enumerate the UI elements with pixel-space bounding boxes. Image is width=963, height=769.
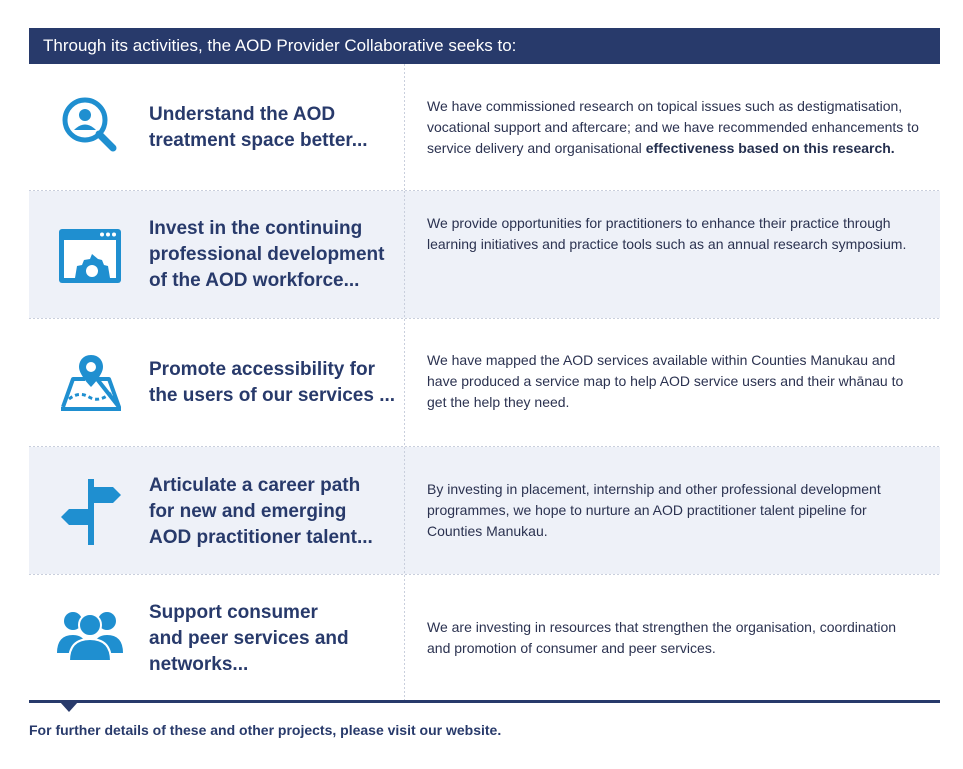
description-bold-text: effectiveness based on this research. [645, 139, 895, 156]
row-title [149, 102, 404, 154]
header-banner [29, 28, 940, 64]
description-text: We have commissioned research on topical issues such as destigmatisation, vocational support and aftercare; and we have recommended enhancements to service delivery and organisational [427, 97, 919, 156]
pointer-triangle [60, 702, 78, 712]
title-line: and peer services and [149, 628, 349, 649]
signpost-icon [55, 477, 125, 547]
title-line: Understand the AOD [149, 104, 336, 125]
people-group-icon [55, 599, 125, 669]
row-articulate [29, 447, 940, 574]
row-description [405, 447, 940, 574]
title-line: Promote accessibility for [149, 359, 375, 380]
footer-note: For further details of these and other projects, please visit our website. [29, 722, 502, 738]
description-text: We are investing in resources that strengthen the organisation, coordination and promotion of consumer and peer services. [427, 618, 897, 656]
row-support [29, 575, 940, 700]
row-title [149, 357, 404, 409]
header-text: Through its activities, the AOD Provider Collaborative seeks to: [43, 36, 517, 55]
row-title [149, 216, 404, 294]
description-text: We have mapped the AOD services available within Counties Manukau and have produced a service map to help AOD service users and their whānau to get the help they need. [427, 352, 904, 410]
row-left [29, 64, 404, 190]
row-description [405, 319, 940, 446]
row-left [29, 447, 404, 574]
row-description [405, 191, 940, 318]
title-line: Invest in the continuing [149, 218, 363, 239]
magnifier-person-icon [55, 92, 125, 162]
description-text: By investing in placement, internship and other professional development programmes, we hope to nurture an AOD practitioner talent pipeline for Counties Manukau. [427, 481, 881, 539]
row-description [405, 64, 940, 190]
title-line: of the AOD workforce... [149, 270, 360, 291]
row-invest [29, 191, 940, 318]
title-line: Support consumer [149, 602, 318, 623]
row-left [29, 191, 404, 318]
row-understand [29, 64, 940, 190]
title-line: Articulate a career path [149, 475, 361, 496]
title-line: treatment space better... [149, 130, 368, 151]
description-text: We provide opportunities for practitioners to enhance their practice through learning initiatives and practice tools such as an annual research symposium. [427, 215, 907, 252]
title-line: the users of our services ... [149, 385, 396, 406]
browser-gear-icon [55, 221, 125, 291]
row-left [29, 319, 404, 446]
row-promote [29, 319, 940, 446]
row-description [405, 575, 940, 700]
title-line: professional development [149, 244, 385, 265]
title-line: for new and emerging [149, 501, 347, 522]
row-left [29, 575, 404, 700]
row-title [149, 600, 404, 678]
row-title [149, 473, 404, 551]
title-line: networks... [149, 654, 249, 675]
bottom-rule [29, 700, 940, 703]
title-line: AOD practitioner talent... [149, 527, 373, 548]
map-pin-icon [55, 347, 125, 417]
